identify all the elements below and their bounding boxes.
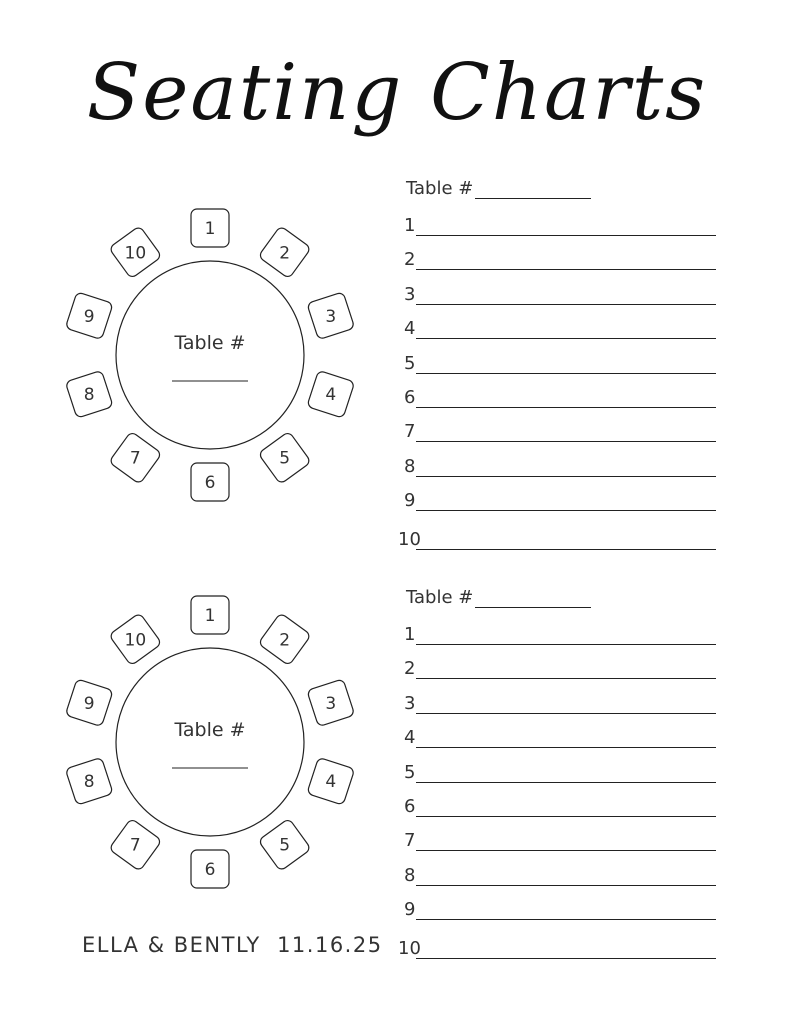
seat-8[interactable] [65,757,113,805]
guest-name-line[interactable] [416,441,716,442]
guest-name-line[interactable] [416,919,716,920]
guest-list-header [406,178,591,199]
seat-3[interactable] [307,679,355,727]
seat-number: 4 [325,385,337,406]
table-number-label: Table # [406,587,474,608]
seat-number: 7 [129,448,141,469]
table-center-label: Table # [174,719,246,741]
guest-row [398,619,716,647]
guest-row-number: 2 [404,658,416,680]
guest-row-number: 10 [398,528,421,550]
guest-name-line[interactable] [416,476,716,477]
seat-10[interactable] [109,613,162,666]
guest-row-number: 9 [404,490,416,512]
guest-row-number: 3 [404,692,416,714]
guest-row [398,860,716,888]
couple-footer [82,933,383,957]
guest-row-number: 7 [404,830,416,852]
guest-row-number: 8 [404,455,416,477]
seat-2[interactable] [258,613,311,666]
guest-name-line[interactable] [416,407,716,408]
guest-row-number: 10 [398,937,421,959]
table-number-blank[interactable] [475,182,591,199]
guest-name-line[interactable] [416,373,716,374]
seat-number: 5 [279,835,291,856]
seat-number: 3 [325,693,337,714]
seat-7[interactable] [109,431,162,484]
round-table-svg-2 [70,597,360,887]
guest-row [398,210,716,238]
guest-row-number: 5 [404,352,416,374]
table-center-label: Table # [174,332,246,354]
seat-5[interactable] [258,431,311,484]
seat-number: 6 [204,860,216,880]
seat-number: 6 [204,473,216,493]
seat-number: 10 [124,243,147,264]
seat-4[interactable] [307,370,355,418]
guest-row [398,653,716,681]
seat-10[interactable] [109,226,162,279]
guest-name-line[interactable] [416,678,716,679]
guest-name-line[interactable] [416,338,716,339]
guest-row [398,348,716,376]
guest-row-number: 8 [404,864,416,886]
guest-row [398,313,716,341]
round-table-diagram-1 [70,210,360,500]
guest-row [398,894,716,922]
guest-row [398,688,716,716]
guest-row-number: 4 [404,727,416,749]
guest-name-line[interactable] [416,782,716,783]
guest-name-line[interactable] [416,644,716,645]
guest-row-number: 2 [404,249,416,271]
table-number-blank[interactable] [475,591,591,608]
seat-number: 8 [83,385,95,406]
guest-name-line[interactable] [416,885,716,886]
guest-row-number: 9 [404,899,416,921]
seat-number: 4 [325,772,337,793]
seat-1[interactable] [191,209,229,247]
guest-row-number: 6 [404,387,416,408]
guest-row-number: 1 [404,215,416,236]
guest-name-line[interactable] [416,549,716,550]
guest-row [398,825,716,853]
guest-name-line[interactable] [416,713,716,714]
seat-number: 2 [279,243,291,264]
guest-row-number: 4 [404,318,416,340]
guest-name-line[interactable] [416,747,716,748]
seat-2[interactable] [258,226,311,279]
seat-number: 2 [279,630,291,651]
seat-number: 10 [124,630,147,651]
guest-row-number: 6 [404,796,416,817]
guest-row [398,416,716,444]
guest-row-number: 7 [404,421,416,443]
guest-row [398,485,716,513]
guest-row [398,451,716,479]
seat-number: 8 [83,772,95,793]
round-table-diagram-2 [70,597,360,887]
couple-names: ELLA & BENTLY [82,933,261,957]
seat-number: 5 [279,448,291,469]
seat-number: 1 [204,219,216,239]
seat-number: 9 [83,693,95,714]
guest-name-line[interactable] [416,816,716,817]
guest-row [398,722,716,750]
table-circle [116,261,304,449]
guest-row [398,244,716,272]
page-title: Seating Charts [86,48,708,138]
seat-3[interactable] [307,292,355,340]
seat-number: 9 [83,306,95,327]
guest-list-header [406,587,591,608]
seat-number: 1 [204,606,216,626]
seat-number: 7 [129,835,141,856]
guest-row [398,382,716,410]
seat-number: 3 [325,306,337,327]
guest-name-line[interactable] [416,850,716,851]
guest-row-number: 3 [404,283,416,305]
seat-5[interactable] [258,818,311,871]
guest-row [398,933,716,961]
guest-row [398,757,716,785]
seat-7[interactable] [109,818,162,871]
round-table-svg-1 [70,210,360,500]
seat-9[interactable] [65,679,113,727]
guest-row-number: 1 [404,624,416,645]
guest-row [398,279,716,307]
seat-6[interactable] [191,463,229,501]
seat-1[interactable] [191,596,229,634]
seat-6[interactable] [191,850,229,888]
guest-name-line[interactable] [416,269,716,270]
guest-name-line[interactable] [416,304,716,305]
guest-name-line[interactable] [416,958,716,959]
guest-name-line[interactable] [416,235,716,236]
guest-row-number: 5 [404,761,416,783]
guest-name-line[interactable] [416,510,716,511]
seat-9[interactable] [65,292,113,340]
seat-8[interactable] [65,370,113,418]
seat-4[interactable] [307,757,355,805]
table-number-label: Table # [406,178,474,199]
event-date: 11.16.25 [277,933,383,957]
table-circle [116,648,304,836]
guest-row [398,791,716,819]
guest-row [398,524,716,552]
